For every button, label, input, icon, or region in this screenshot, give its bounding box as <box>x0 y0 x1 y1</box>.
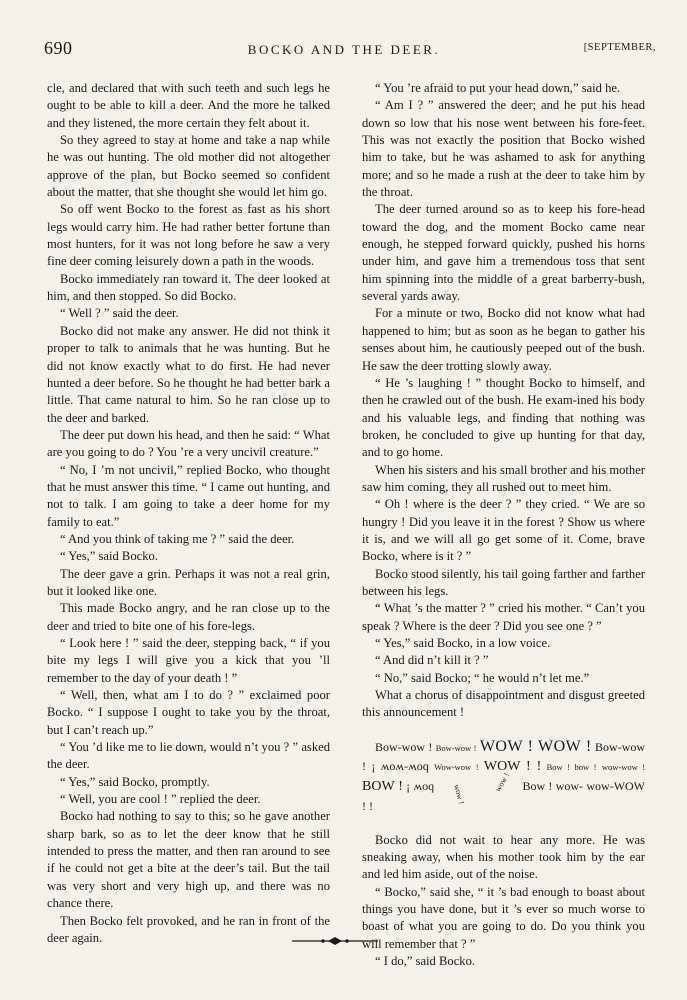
paragraph: Bocko stood silently, his tail going farther and farther between his legs. <box>362 566 645 598</box>
spacer <box>362 816 645 832</box>
tailpiece-ornament <box>290 934 380 948</box>
paragraph: “ And did n’t kill it ? ” <box>375 653 489 668</box>
paragraph: “ Well, then, what am I to do ? ” exclaimed poor Bocko. “ I suppose I ought to take you by the throat, but I can’t reach up.” <box>47 688 330 737</box>
paragraph: So they agreed to stay at home and take a nap while he was out hunting. The old mother did not altogether approve of the plan, but Bocko seemed so confident about the matter, that she thought she would let him go. <box>47 133 330 200</box>
bark: WOW ! WOW ! <box>479 737 592 755</box>
spacer <box>362 722 645 738</box>
running-header <box>44 36 656 60</box>
paragraph: “ Well, you are cool ! ” replied the deer. <box>60 792 261 807</box>
paragraph: “ He ’s laughing ! ” thought Bocko to himself, and then he crawled out of the bush. He exam-ined his body and his valuable legs, and finding that nothing was broken, he concluded to give up hunting for that day, and to go home. <box>362 375 645 460</box>
bark: ¡ ʍoʍ-ʍoq <box>371 759 429 774</box>
paragraph: “ You ’d like me to lie down, would n’t you ? ” asked the deer. <box>47 740 330 772</box>
bark: WOW ! ! <box>483 759 542 775</box>
paragraph: “ Oh ! where is the deer ? ” they cried. “ We are so hungry ! Did you leave it in the forest ? Show us where it is, and we will all go get some of it. Come, brave Bocko, where is it ? ” <box>362 497 645 564</box>
running-month: [SEPTEMBER, <box>583 42 656 53</box>
paragraph: Bocko did not make any answer. He did not think it proper to talk to animals that he was hunting. But he did not know exactly what to do first. He had never hunted a deer before. So he thought he had better bark a little. That came natural to him. So he ran close up to the deer and barked. <box>47 323 330 425</box>
paragraph: “ Yes,” said Bocko, promptly. <box>60 774 210 789</box>
paragraph: Then Bocko felt provoked, and he ran in front of the deer again. <box>47 913 330 945</box>
paragraph: The deer gave a grin. Perhaps it was not a real grin, but it looked like one. <box>47 566 330 598</box>
paragraph: “ What ’s the matter ? ” cried his mother. “ Can’t you speak ? Where is the deer ? Did you see one ? ” <box>362 601 645 633</box>
bark: Bow-wow ! <box>435 742 477 753</box>
bark: BOW ! <box>362 778 403 794</box>
paragraph: The deer turned around so as to keep his fore-head toward the dog, and the moment Bocko came near enough, he stepped forward quickly, pushed his horns under him, and gave him a tremendous toss that sent him spinning into the middle of a great barberry-bush, several yards away. <box>362 202 645 304</box>
left-column <box>47 80 330 947</box>
bark: wow-WOW ! ! <box>362 778 646 814</box>
bark: wow ! <box>452 783 467 805</box>
paragraph: “ Am I ? ” answered the deer; and he put his head down so low that his nose went between his fore-feet. This was not exactly the position that Bocko wished him to take, but he was ashamed to ask for anything more; and so he made a rush at the deer to take him by the throat. <box>362 98 645 200</box>
paragraph: “ I do,” said Bocko. <box>375 954 476 969</box>
paragraph: What a chorus of disappointment and disgust greeted this announcement ! <box>362 688 645 720</box>
paragraph: “ No,” said Bocko; “ he would n’t let me.” <box>375 670 590 685</box>
paragraph: For a minute or two, Bocko did not know what had happened to him; but as soon as he began to gather his senses about him, he cautiously peeped out of the bush. He saw the deer trotting slowly away. <box>362 306 645 373</box>
right-column <box>362 80 645 970</box>
paragraph: Bocko did not wait to hear any more. He was sneaking away, when his mother took him by the ear and led him aside, out of the noise. <box>362 832 645 882</box>
running-title: BOCKO AND THE DEER. <box>247 42 441 57</box>
paragraph: The deer put down his head, and then he said: “ What are you going to do ? You ’re a very uncivil creature.” <box>47 427 330 460</box>
page-number: 690 <box>44 38 73 58</box>
paragraph: Bocko had nothing to say to this; so he gave another sharp bark, so as to let the deer know that he still intended to press the matter, and then ran around to see if he could not get a bite at the deer’s tail. But the tail was very short and very high up, and there was no chance there. <box>47 809 330 911</box>
paragraph: cle, and declared that with such teeth and such legs he ought to be able to kill a deer. And the more he talked and they listened, the more certain they felt about it. <box>47 81 330 130</box>
paragraph: “ And you think of taking me ? ” said the deer. <box>60 531 295 546</box>
paragraph: “ Yes,” said Bocko, in a low voice. <box>375 636 551 650</box>
paragraph: “ Look here ! ” said the deer, stepping back, “ if you bite my legs I will give you a kick that you ’ll remember to the day of your death ! ” <box>47 636 330 685</box>
bark: wow-wow ! <box>601 762 646 773</box>
paragraph: Bocko immediately ran toward it. The deer looked at him, and then stopped. So did Bocko. <box>47 271 330 304</box>
paragraph: So off went Bocko to the forest as fast as his short legs would carry him. He had rather better fortune than most hunters, for it was not long before he saw a very fine deer coming leisurely down a path in the woods. <box>47 202 330 269</box>
bark: Bow-wow ! <box>375 739 433 754</box>
bark: Bow-wow ! <box>362 739 646 774</box>
bow-wow-chorus <box>362 738 645 816</box>
paragraph: “ No, I ’m not uncivil,” replied Bocko, who thought that he must answer this time. “ I came out hunting, and not to talk. I am going to take a deer home for my family to eat.” <box>47 462 330 529</box>
bark: wow ! <box>493 770 512 793</box>
paragraph: “ Yes,” said Bocko. <box>60 549 158 564</box>
bark: ¡ ʍoq <box>406 778 435 793</box>
bark: Wow-wow ! <box>434 762 479 773</box>
paragraph: “ You ’re afraid to put your head down,” said he. <box>375 81 621 95</box>
paragraph: When his sisters and his small brother and his mother saw him coming, they all rushed out to meet him. <box>362 462 645 494</box>
paragraph: “ Well ? ” said the deer. <box>60 306 179 321</box>
paragraph: “ Bocko,” said she, “ it ’s bad enough to boast about things you have done, but it ’s ever so much worse to boast of what you are going to do. Do you think you will remember that ? ” <box>362 884 645 951</box>
bark: Bow ! wow- <box>522 778 584 793</box>
paragraph: This made Bocko angry, and he ran close up to the deer and tried to bite one of his fore-legs. <box>47 601 330 633</box>
bark: Bow ! bow ! <box>546 762 597 773</box>
